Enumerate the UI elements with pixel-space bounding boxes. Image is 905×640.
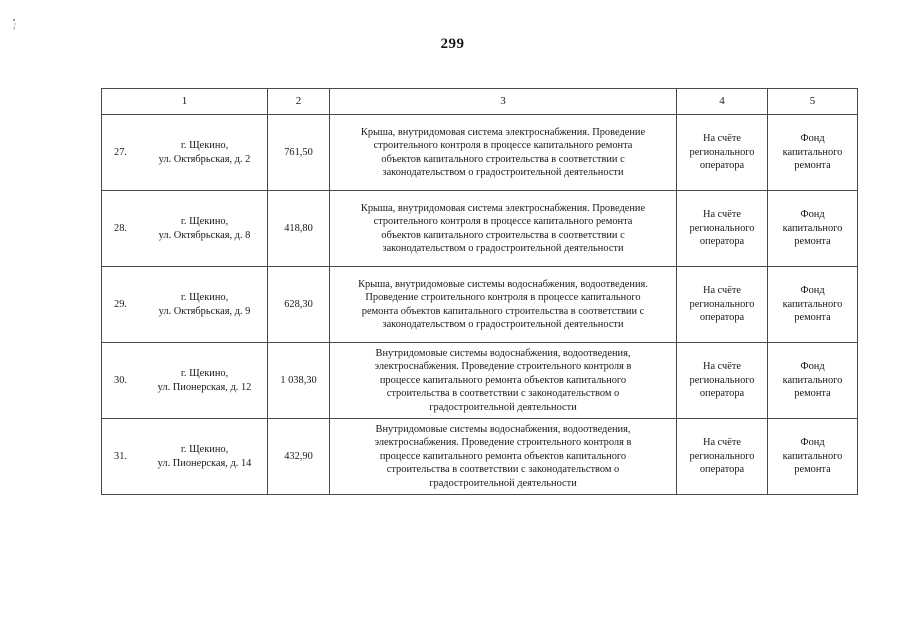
table-row [102, 191, 858, 267]
works-description-line: строительства в соответствии с законодательством о [386, 388, 620, 400]
works-description-line: градостроительной деятельности [429, 477, 577, 489]
table-header-row [102, 89, 858, 115]
header-cell-3: 3 [330, 89, 677, 115]
address-cell [102, 191, 268, 267]
works-description-line: объектов капитального строительства в соответствии с [381, 153, 625, 165]
funding-source-line: Фонд [800, 209, 825, 221]
repair-works-table [101, 88, 858, 495]
funding-source-line: ремонта [794, 464, 831, 476]
fund-account-line: На счёте [702, 209, 742, 221]
funding-source-line: капитального [782, 298, 843, 310]
funding-source-line: капитального [782, 450, 843, 462]
address-line: ул. Пионерская, д. 12 [157, 381, 252, 393]
fund-account-cell [677, 343, 768, 419]
row-number: 28. [114, 222, 127, 234]
cost-cell: 761,50 [268, 115, 330, 191]
address-line: г. Щекино, [180, 216, 229, 228]
funding-source-line: Фонд [800, 285, 825, 297]
table-row [102, 343, 858, 419]
works-description-line: ремонта объектов капитального строительства в соответствии с [361, 305, 645, 317]
works-description-line: градостроительной деятельности [429, 401, 577, 413]
fund-account-line: регионального [689, 298, 755, 310]
works-description-line: законодательством о градостроительной деятельности [382, 318, 624, 330]
fund-account-line: На счёте [702, 361, 742, 373]
address-line: г. Щекино, [180, 292, 229, 304]
fund-account-line: На счёте [702, 285, 742, 297]
works-description-line: законодательством о градостроительной деятельности [382, 242, 624, 254]
works-description-line: законодательством о градостроительной деятельности [382, 166, 624, 178]
works-description-line: электроснабжения. Проведение строительного контроля в [374, 437, 632, 449]
header-cell-5: 5 [768, 89, 858, 115]
fund-account-cell [677, 191, 768, 267]
fund-account-line: На счёте [702, 133, 742, 145]
address-text [140, 367, 261, 394]
address-text [140, 215, 261, 242]
works-description-line: строительного контроля в процессе капитального ремонта [373, 216, 633, 228]
address-line: г. Щекино, [180, 444, 229, 456]
fund-account-cell [677, 115, 768, 191]
row-number: 29. [114, 298, 127, 310]
works-description-line: Проведение строительного контроля в процессе капитального [365, 292, 641, 304]
address-text [140, 443, 261, 470]
address-text [140, 139, 261, 166]
fund-account-line: На счёте [702, 437, 742, 449]
header-cell-2: 2 [268, 89, 330, 115]
table-row [102, 115, 858, 191]
fund-account-cell [677, 419, 768, 495]
funding-source-line: ремонта [794, 160, 831, 172]
works-description-cell [330, 267, 677, 343]
works-description-line: процессе капитального ремонта объектов капитального [379, 450, 627, 462]
address-cell [102, 115, 268, 191]
address-line: ул. Октябрьская, д. 9 [158, 305, 251, 317]
works-description-line: Внутридомовые системы водоснабжения, водоотведения, [375, 347, 631, 359]
funding-source-line: капитального [782, 222, 843, 234]
address-line: г. Щекино, [180, 140, 229, 152]
works-description-line: электроснабжения. Проведение строительного контроля в [374, 361, 632, 373]
address-cell [102, 419, 268, 495]
funding-source-line: ремонта [794, 312, 831, 324]
funding-source-line: капитального [782, 374, 843, 386]
row-number: 31. [114, 450, 127, 462]
cost-cell: 432,90 [268, 419, 330, 495]
cost-cell: 1 038,30 [268, 343, 330, 419]
funding-source-line: капитального [782, 146, 843, 158]
works-description-line: строительства в соответствии с законодательством о [386, 464, 620, 476]
scan-speck-marks [11, 18, 17, 32]
funding-source-line: Фонд [800, 361, 825, 373]
fund-account-line: регионального [689, 222, 755, 234]
works-description-line: Крыша, внутридомовая система электроснабжения. Проведение [360, 126, 646, 138]
fund-account-line: оператора [699, 160, 745, 172]
funding-source-line: ремонта [794, 388, 831, 400]
works-description-cell [330, 343, 677, 419]
address-line: ул. Октябрьская, д. 8 [158, 229, 251, 241]
fund-account-line: регионального [689, 146, 755, 158]
funding-source-line: Фонд [800, 133, 825, 145]
address-line: ул. Пионерская, д. 14 [157, 457, 252, 469]
works-description-cell [330, 115, 677, 191]
fund-account-line: регионального [689, 450, 755, 462]
header-cell-1: 1 [102, 89, 268, 115]
funding-source-line: Фонд [800, 437, 825, 449]
repair-works-table-container [101, 88, 857, 495]
table-row [102, 267, 858, 343]
works-description-line: объектов капитального строительства в соответствии с [381, 229, 625, 241]
works-description-line: Крыша, внутридомовые системы водоснабжения, водоотведения. [358, 278, 648, 290]
row-number: 27. [114, 146, 127, 158]
fund-account-line: оператора [699, 388, 745, 400]
works-description-cell [330, 191, 677, 267]
cost-cell: 418,80 [268, 191, 330, 267]
works-description-line: Крыша, внутридомовая система электроснабжения. Проведение [360, 202, 646, 214]
fund-account-line: оператора [699, 464, 745, 476]
address-line: г. Щекино, [180, 368, 229, 380]
fund-account-cell [677, 267, 768, 343]
table-body [102, 89, 858, 495]
funding-source-cell [768, 267, 858, 343]
works-description-line: строительного контроля в процессе капитального ремонта [373, 140, 633, 152]
funding-source-line: ремонта [794, 236, 831, 248]
works-description-cell [330, 419, 677, 495]
cost-cell: 628,30 [268, 267, 330, 343]
row-number: 30. [114, 374, 127, 386]
funding-source-cell [768, 419, 858, 495]
fund-account-line: оператора [699, 236, 745, 248]
table-row [102, 419, 858, 495]
page-number: 299 [440, 36, 465, 52]
address-cell [102, 343, 268, 419]
funding-source-cell [768, 343, 858, 419]
works-description-line: процессе капитального ремонта объектов капитального [379, 374, 627, 386]
fund-account-line: оператора [699, 312, 745, 324]
header-cell-4: 4 [677, 89, 768, 115]
address-text [140, 291, 261, 318]
funding-source-cell [768, 115, 858, 191]
fund-account-line: регионального [689, 374, 755, 386]
address-line: ул. Октябрьская, д. 2 [158, 153, 251, 165]
funding-source-cell [768, 191, 858, 267]
works-description-line: Внутридомовые системы водоснабжения, водоотведения, [375, 423, 631, 435]
address-cell [102, 267, 268, 343]
